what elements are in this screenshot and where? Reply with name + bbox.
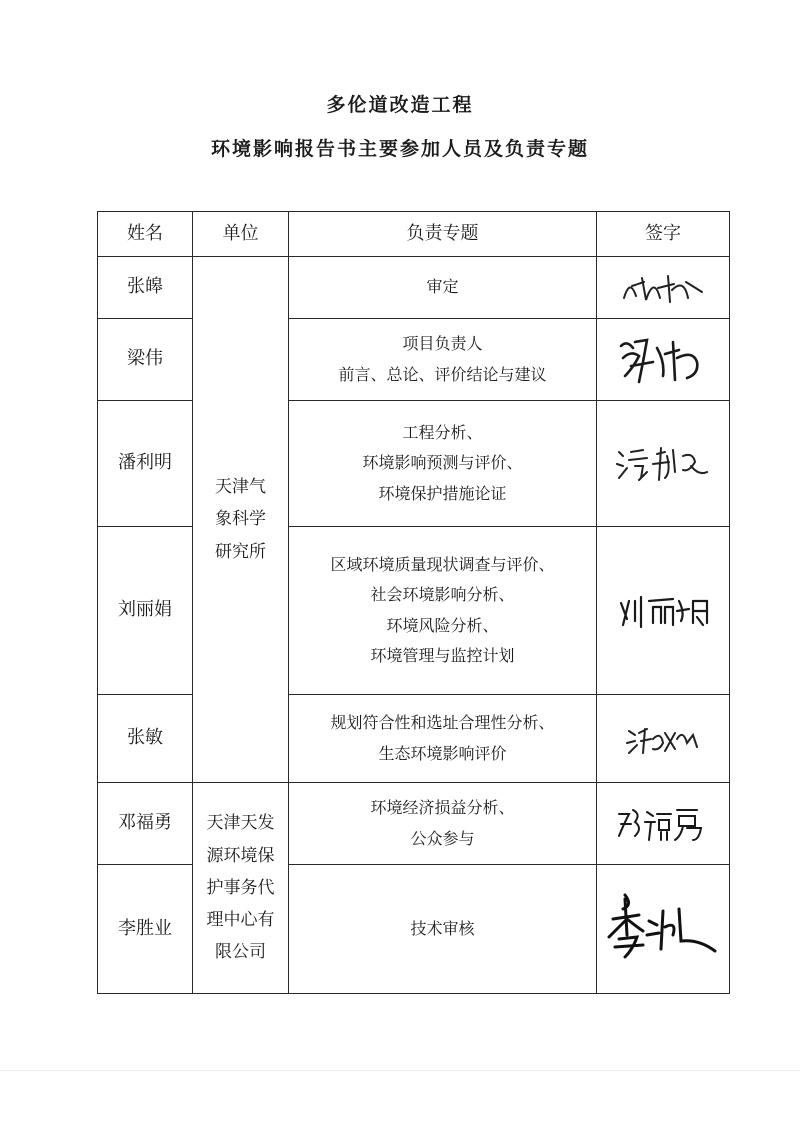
signature-cell xyxy=(597,527,730,695)
topic-cell xyxy=(289,865,597,994)
header-sign: 签字 xyxy=(597,212,730,257)
staff-name: 张皞 xyxy=(98,257,193,319)
signature-image xyxy=(618,268,708,308)
staff-name: 刘丽娟 xyxy=(98,527,193,695)
topic-line: 工程分析、 xyxy=(402,422,483,442)
signature-cell xyxy=(597,401,730,527)
signature-image xyxy=(613,802,713,846)
topic-line: 审定 xyxy=(426,277,459,297)
table-row xyxy=(98,695,730,783)
signature-image xyxy=(623,719,703,759)
topic-cell xyxy=(289,783,597,865)
unit-line: 天津天发 xyxy=(206,813,275,834)
topic-line: 环境保护措施论证 xyxy=(378,483,507,503)
topic-cell xyxy=(289,527,597,695)
table-row xyxy=(98,257,730,319)
unit-line: 护事务代 xyxy=(206,877,275,898)
topic-line: 环境风险分析、 xyxy=(386,615,499,635)
topic-line: 项目负责人 xyxy=(402,334,483,354)
signature-cell xyxy=(597,783,730,865)
topic-line: 环境经济损益分析、 xyxy=(370,798,515,818)
header-topic: 负责专题 xyxy=(289,212,597,257)
staff-name: 李胜业 xyxy=(98,865,193,994)
staff-name: 邓福勇 xyxy=(98,783,193,865)
topic-line: 规划符合性和选址合理性分析、 xyxy=(330,713,555,733)
topic-line: 公众参与 xyxy=(410,828,475,848)
topic-cell xyxy=(289,257,597,319)
signature-image xyxy=(613,589,713,633)
unit-line: 限公司 xyxy=(215,942,266,963)
signature-image xyxy=(603,891,723,967)
unit-line: 理中心有 xyxy=(206,910,275,931)
topic-cell xyxy=(289,319,597,401)
signature-cell xyxy=(597,865,730,994)
table-row xyxy=(98,865,730,994)
header-unit: 单位 xyxy=(193,212,289,257)
unit-cell xyxy=(193,257,289,783)
topic-cell xyxy=(289,401,597,527)
table-row xyxy=(98,783,730,865)
topic-line: 区域环境质量现状调查与评价、 xyxy=(330,554,555,574)
signature-cell xyxy=(597,319,730,401)
unit-line: 象科学 xyxy=(215,509,266,530)
unit-line: 源环境保 xyxy=(206,845,275,866)
staff-name: 张敏 xyxy=(98,695,193,783)
signature-cell xyxy=(597,257,730,319)
unit-line: 研究所 xyxy=(215,541,266,562)
staff-name: 梁伟 xyxy=(98,319,193,401)
topic-line: 社会环境影响分析、 xyxy=(370,585,515,605)
table-header-row xyxy=(98,212,730,257)
header-name: 姓名 xyxy=(98,212,193,257)
table-row xyxy=(98,319,730,401)
topic-cell xyxy=(289,695,597,783)
unit-cell xyxy=(193,783,289,994)
signature-image xyxy=(613,442,713,486)
unit-line: 天津气 xyxy=(215,477,266,498)
topic-line: 前言、总论、评价结论与建议 xyxy=(338,364,547,384)
table-row xyxy=(98,527,730,695)
document-title: 多伦道改造工程 xyxy=(326,94,474,116)
page-bottom-rule xyxy=(0,1070,800,1071)
topic-line: 生态环境影响评价 xyxy=(378,743,507,763)
topic-line: 技术审核 xyxy=(410,918,475,938)
staff-table xyxy=(97,211,730,994)
document-subtitle: 环境影响报告书主要参加人员及负责专题 xyxy=(210,138,589,160)
signature-cell xyxy=(597,695,730,783)
table-row xyxy=(98,401,730,527)
staff-name: 潘利明 xyxy=(98,401,193,527)
topic-line: 环境影响预测与评价、 xyxy=(362,453,523,473)
topic-line: 环境管理与监控计划 xyxy=(370,645,515,665)
signature-image xyxy=(613,332,713,388)
